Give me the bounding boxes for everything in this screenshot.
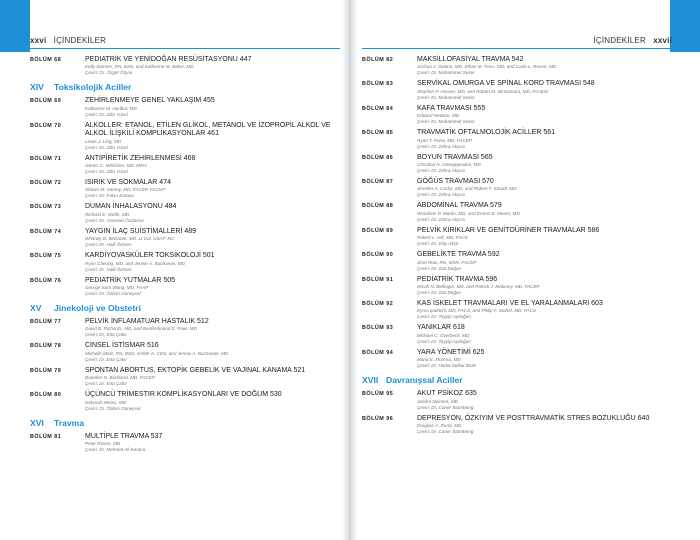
right-running-header <box>362 36 672 49</box>
toc-entry[interactable] <box>30 179 340 199</box>
left-page-number: xxvi <box>30 36 47 45</box>
chapter-label-word: BÖLÜM <box>362 349 385 356</box>
section-title: Davranışsal Aciller <box>386 375 463 386</box>
chapter-translator: Çeviri: Dr. Eda Çakır <box>85 356 127 362</box>
chapter-label <box>30 434 61 440</box>
chapter-label <box>362 179 393 185</box>
toc-entry[interactable] <box>362 349 672 369</box>
chapter-label-word: BÖLÜM <box>30 277 53 284</box>
chapter-authors: Woodster P. Martin, MD, and Ernest E. Moore, MD <box>417 210 520 216</box>
chapter-number: 92 <box>386 301 394 308</box>
chapter-authors: Ryan T. Pona, MD, FACEP <box>417 137 472 143</box>
chapter-title: MULTİPLE TRAVMA 537 <box>85 432 163 440</box>
chapter-authors: Robert L. Hill, MD, FACS <box>417 235 468 241</box>
toc-entry[interactable] <box>30 97 340 117</box>
toc-entry[interactable] <box>362 154 672 174</box>
chapter-title: PELVİK KIRIKLAR VE GENİTOÜRİNER TRAVMALAR 586 <box>417 226 600 234</box>
chapter-translator: Çeviri: Dr. Özlem Güneysel <box>85 291 141 297</box>
toc-entry[interactable] <box>362 202 672 222</box>
chapter-translator: Çeviri: Dr. Caner Stambong <box>417 404 474 410</box>
toc-entry[interactable] <box>362 324 672 344</box>
chapter-label-word: BÖLÜM <box>362 252 385 259</box>
chapter-label-word: BÖLÜM <box>362 154 385 161</box>
toc-entry[interactable] <box>362 390 672 410</box>
chapter-number: 84 <box>386 105 394 112</box>
toc-entry[interactable] <box>30 122 340 151</box>
toc-entry[interactable] <box>362 129 672 149</box>
chapter-title: ABDOMİNAL TRAVMA 579 <box>417 202 502 210</box>
chapter-title: DUMAN İNHALASYONU 484 <box>85 203 177 211</box>
chapter-authors: Stephen P. Hoover, MD, and Robert M. McNamara, MD, FAAEM <box>417 88 548 94</box>
chapter-translator: Çeviri: Dr. Zehra Akçıra <box>417 143 465 149</box>
chapter-label-word: BÖLÜM <box>30 155 53 162</box>
chapter-label-word: BÖLÜM <box>362 415 385 422</box>
section-title: Travma <box>54 417 85 428</box>
chapter-title: PEDIATRİK YUTMALAR 505 <box>85 276 175 284</box>
chapter-label-word: BÖLÜM <box>362 301 385 308</box>
chapter-label <box>362 155 393 161</box>
chapter-title: ISIRIK VE SOKMALAR 474 <box>85 179 171 187</box>
toc-entry[interactable] <box>30 277 340 297</box>
chapter-number: 83 <box>386 81 394 88</box>
chapter-authors: Douglas A. Rund, MD <box>417 423 462 429</box>
chapter-number: 96 <box>386 415 394 422</box>
right-blue-tab <box>670 0 700 52</box>
section-number: XVI <box>30 417 44 428</box>
chapter-title: TRAVMATİK OFTALMOLOJİK ACİLLER 561 <box>417 129 556 137</box>
chapter-label <box>30 253 61 259</box>
chapter-authors: Michelle Metz, RN, BSN, SANE-A, CEN, and Jennie A. Buchanan, MD <box>85 350 229 356</box>
chapter-number: 88 <box>386 203 394 210</box>
chapter-translator: Çeviri: Dr. Zilia Yücel <box>85 111 128 117</box>
chapter-label-word: BÖLÜM <box>30 392 53 399</box>
chapter-title: ZEHİRLENMEYE GENEL YAKLAŞIM 455 <box>85 97 215 105</box>
chapter-authors: Christina N. Georgopoulos, MD <box>417 162 481 168</box>
toc-entry[interactable] <box>362 300 672 320</box>
chapter-label <box>362 106 393 112</box>
right-page-number: xxvii <box>653 36 672 45</box>
chapter-translator: Çeviri: Dr. Muhammet Sezer <box>417 94 475 100</box>
chapter-authors: Whitney B. Belsante, MD, Lt Col, USAF, MC <box>85 236 175 242</box>
chapter-translator: Çeviri: Dr. Mehmet Ali Karaca <box>85 447 146 453</box>
chapter-number: 80 <box>54 392 62 399</box>
chapter-authors: George Sam Wang, MD, FAAP <box>85 285 149 291</box>
chapter-translator: Çeviri: Dr. Zehra Akçıra <box>417 216 465 222</box>
chapter-number: 90 <box>386 252 394 259</box>
chapter-number: 70 <box>54 122 62 129</box>
chapter-authors: Peter Rosen, MD <box>85 441 121 447</box>
chapter-number: 91 <box>386 276 394 283</box>
chapter-translator: Çeviri: Dr. Hüdai Sülkai Bozk <box>417 363 476 369</box>
chapter-label-word: BÖLÜM <box>362 227 385 234</box>
chapter-label <box>30 98 61 104</box>
chapter-title: SERVİKAL OMURGA VE SPİNAL KORD TRAVMASI 548 <box>417 80 595 88</box>
chapter-number: 71 <box>54 155 62 162</box>
chapter-label <box>30 57 61 63</box>
chapter-title: KAFA TRAVMASI 555 <box>417 104 486 112</box>
chapter-label-word: BÖLÜM <box>30 433 53 440</box>
chapter-label-word: BÖLÜM <box>362 130 385 137</box>
chapter-label <box>30 278 61 284</box>
chapter-title: YARA YÖNETİMİ 625 <box>417 348 485 356</box>
chapter-authors: Kelly Stanner, RN, BSN, and Katherine M. Baker, MD <box>85 64 194 70</box>
toc-entry[interactable] <box>362 105 672 125</box>
chapter-title: YAYGIN İLAÇ SUİSTİMALLERİ 489 <box>85 227 197 235</box>
chapter-authors: David B. Richards, MD, and Benferdinand E. Pawl, MD <box>85 326 197 332</box>
chapter-label-word: BÖLÜM <box>362 179 385 186</box>
section-number: XV <box>30 303 42 314</box>
toc-entry[interactable] <box>30 342 340 362</box>
chapter-translator: Çeviri: Dr. Caner Stambong <box>417 429 474 435</box>
chapter-label-word: BÖLÜM <box>30 367 53 374</box>
chapter-label <box>362 203 393 209</box>
chapter-label <box>362 57 393 63</box>
chapter-label <box>30 180 61 186</box>
toc-entry[interactable] <box>362 415 672 435</box>
chapter-label <box>362 130 393 136</box>
chapter-translator: Çeviri: Dr. Fatşu Karaca <box>85 193 134 199</box>
left-toc-column <box>30 56 340 457</box>
chapter-title: ÜÇÜNCÜ TRİMESTIR KOMPLİKASYONLARI VE DOĞUM 530 <box>85 391 282 399</box>
toc-entry[interactable] <box>30 318 340 338</box>
chapter-title: ALKOLLER: ETANOL, ETİLEN GLİKOL, METANOL VE İZOPROPİL ALKOL VE ALKOL İLİŞKİLİ KOMPLİKASYONLAR 461 <box>85 121 331 138</box>
chapter-authors: Edward Newton, MD <box>417 113 460 119</box>
chapter-authors: Katherine M. Hurlbut, MD <box>85 105 137 111</box>
chapter-translator: Çeviri: Dr. Özgür Özyar <box>85 70 133 76</box>
toc-entry[interactable] <box>30 155 340 175</box>
chapter-title: BOYUN TRAVMASI 565 <box>417 153 493 161</box>
chapter-authors: Lewis J. Ling, MD <box>85 138 122 144</box>
chapter-label <box>30 123 61 129</box>
chapter-number: 85 <box>386 130 394 137</box>
chapter-number: 86 <box>386 154 394 161</box>
chapter-label <box>362 416 393 422</box>
chapter-label-word: BÖLÜM <box>30 122 53 129</box>
chapter-title: PELVİK İNFLAMATUAR HASTALIK 512 <box>85 318 209 326</box>
chapter-translator: Çeviri: Dr. Halil Özmen <box>85 242 132 248</box>
chapter-label-word: BÖLÜM <box>30 180 53 187</box>
toc-entry[interactable] <box>30 203 340 223</box>
chapter-translator: Çeviri: Dr. Zilia Yücel <box>85 144 128 150</box>
toc-entry[interactable] <box>30 228 340 248</box>
chapter-title: KARDİYOVASKÜLER TOKSİKOLOJİ 501 <box>85 252 215 260</box>
chapter-label-word: BÖLÜM <box>30 343 53 350</box>
chapter-label <box>30 319 61 325</box>
chapter-title: DEPRESYON, ÖZKIYIM VE POSTTRAVMATİK STRES BOZUKLUĞU 640 <box>417 414 650 422</box>
chapter-translator: Çeviri: Dr. Zehra Akçıra <box>417 192 465 198</box>
chapter-label <box>362 277 393 283</box>
left-running-header <box>30 36 340 49</box>
chapter-number: 72 <box>54 180 62 187</box>
chapter-number: 69 <box>54 98 62 105</box>
chapter-number: 73 <box>54 204 62 211</box>
chapter-authors: Micah N. Bellinger, MD, and Patrick J. Maloney, MD, FACEP <box>417 284 540 290</box>
chapter-number: 89 <box>386 227 394 234</box>
section-number: XIV <box>30 82 44 93</box>
chapter-label-word: BÖLÜM <box>362 105 385 112</box>
chapter-label-word: BÖLÜM <box>30 57 53 63</box>
section-heading <box>30 418 340 428</box>
right-toc-column <box>362 56 672 439</box>
left-header-title: İÇİNDEKİLER <box>53 36 107 45</box>
chapter-label <box>362 325 393 331</box>
chapter-label <box>362 252 393 258</box>
chapter-translator: Çeviri: Dr. Dilşi Akşit <box>417 241 459 247</box>
chapter-number: 75 <box>54 253 62 260</box>
toc-entry[interactable] <box>362 80 672 100</box>
chapter-authors: James C. Mitchiner, MD, MPH <box>85 163 147 169</box>
toc-entry[interactable] <box>362 56 672 76</box>
chapter-title: PEDİATRİK TRAVMA 596 <box>417 275 498 283</box>
chapter-translator: Çeviri: Dr. Ziat Doğan <box>417 265 461 271</box>
chapter-label <box>30 368 61 374</box>
chapter-label-word: BÖLÜM <box>362 276 385 283</box>
toc-entry[interactable] <box>362 227 672 247</box>
chapter-number: 95 <box>386 391 394 398</box>
chapter-authors: Maria E. Moreira, MD <box>417 357 461 363</box>
chapter-authors: Richard E. Wolfe, MD <box>85 211 130 217</box>
chapter-label-word: BÖLÜM <box>30 228 53 235</box>
chapter-translator: Çeviri: Dr. Ziat Doğan <box>417 290 461 296</box>
chapter-label-word: BÖLÜM <box>30 98 53 105</box>
chapter-label-word: BÖLÜM <box>362 325 385 332</box>
chapter-title: KAS İSKELET TRAVMALARI VE EL YARALANMALARI 603 <box>417 300 603 308</box>
chapter-title: SPONTAN ABORTUS, EKTOPİK GEBELİK VE VAJİNAL KANAMA 521 <box>85 366 306 374</box>
chapter-number: 82 <box>386 57 394 63</box>
toc-entry[interactable] <box>30 252 340 272</box>
toc-entry[interactable] <box>362 251 672 271</box>
chapter-translator: Çeviri: Dr. Yasemin Özdamar <box>85 217 145 223</box>
chapter-title: PEDIATRİK VE YENİDOĞAN RESÜSİTASYONU 447 <box>85 56 252 63</box>
left-blue-tab <box>0 0 30 52</box>
chapter-label-word: BÖLÜM <box>30 253 53 260</box>
chapter-number: 94 <box>386 349 394 356</box>
chapter-label-word: BÖLÜM <box>362 203 385 210</box>
section-title: Jinekoloji ve Obstetri <box>54 303 141 314</box>
chapter-translator: Çeviri: Dr. Tayyip Aydoğan <box>417 314 471 320</box>
chapter-authors: Deborah Weiss, MD <box>85 399 127 405</box>
chapter-number: 78 <box>54 343 62 350</box>
toc-entry[interactable] <box>30 391 340 411</box>
chapter-translator: Çeviri: Dr. Halil Özmen <box>85 266 132 272</box>
chapter-authors: Shawn M. Varney, MD, FACEP, FACMT <box>85 187 166 193</box>
section-heading <box>30 82 340 92</box>
chapter-label <box>362 228 393 234</box>
toc-entry[interactable] <box>30 56 340 76</box>
chapter-authors: Jenti Row, RN, MSN, FACEP <box>417 259 477 265</box>
chapter-label <box>30 204 61 210</box>
chapter-translator: Çeviri: Dr. Tayyip Aydoğan <box>417 338 471 344</box>
chapter-label <box>30 156 61 162</box>
chapter-title: ANTİPİRETİK ZEHİRLENMESİ 468 <box>85 154 196 162</box>
chapter-label-word: BÖLÜM <box>30 319 53 326</box>
chapter-label-word: BÖLÜM <box>362 57 385 63</box>
book-gutter <box>342 0 358 540</box>
chapter-number: 81 <box>54 433 62 440</box>
chapter-label <box>30 392 61 398</box>
chapter-authors: Ryan Cheung, MD, and Jennie A. Buchanan, MD <box>85 260 185 266</box>
chapter-title: AKUT PSİKOZ 635 <box>417 390 477 398</box>
chapter-authors: Joshua J. Solano, MD, Ethan M. Ross, MD, and Carlo L. Rosen, MD <box>417 64 557 70</box>
chapter-title: GEBELİKTE TRAVMA 592 <box>417 251 500 259</box>
chapter-authors: Michael C. Overbeck, MD <box>417 332 470 338</box>
section-title: Toksikolojik Aciller <box>54 82 132 93</box>
chapter-translator: Çeviri: Dr. Muhammet Sezer <box>417 119 475 125</box>
right-header-title: İÇİNDEKİLER <box>593 36 646 45</box>
chapter-number: 77 <box>54 319 62 326</box>
chapter-label <box>30 343 61 349</box>
chapter-translator: Çeviri: Dr. Eda Çakır <box>85 332 127 338</box>
chapter-label <box>30 229 61 235</box>
toc-entry[interactable] <box>30 367 340 387</box>
chapter-label-word: BÖLÜM <box>30 204 53 211</box>
chapter-label <box>362 391 393 397</box>
chapter-label <box>362 350 393 356</box>
chapter-label-word: BÖLÜM <box>362 391 385 398</box>
chapter-label <box>362 301 393 307</box>
chapter-number: 93 <box>386 325 394 332</box>
chapter-title: MAKSİLLOFASİYAL TRAVMA 542 <box>417 56 524 63</box>
toc-entry[interactable] <box>30 433 340 453</box>
chapter-number: 68 <box>54 57 62 63</box>
section-heading <box>30 303 340 313</box>
chapter-number: 79 <box>54 367 62 374</box>
chapter-authors: Jandra Neimert, MD <box>417 398 459 404</box>
chapter-number: 87 <box>386 179 394 186</box>
chapter-translator: Çeviri: Dr. Zilia Yücel <box>85 169 128 175</box>
chapter-label <box>362 81 393 87</box>
section-number: XVII <box>362 375 379 386</box>
chapter-authors: Kyros Ipaktchi, MD, FACS, and Philip F. Stahel, MD, FACS <box>417 308 536 314</box>
toc-entry[interactable] <box>362 276 672 296</box>
chapter-label-word: BÖLÜM <box>362 81 385 88</box>
chapter-number: 74 <box>54 228 62 235</box>
chapter-translator: Çeviri: Dr. Özlem Güneysel <box>85 405 141 411</box>
chapter-translator: Çeviri: Dr. Zehra Akçıra <box>417 168 465 174</box>
chapter-authors: Braeden N. Burkland, MD, FACEP <box>85 375 155 381</box>
chapter-title: YANIKLAR 618 <box>417 324 465 332</box>
chapter-title: CİNSEL İSTİSMAR 516 <box>85 342 159 350</box>
chapter-number: 76 <box>54 277 62 284</box>
chapter-translator: Çeviri: Dr. Eda Çakır <box>85 381 127 387</box>
section-heading <box>362 375 672 385</box>
toc-entry[interactable] <box>362 178 672 198</box>
chapter-translator: Çeviri: Dr. Muhammet Sezer <box>417 70 475 76</box>
chapter-title: GÖĞÜS TRAVMASI 570 <box>417 178 494 186</box>
chapter-authors: Jennifer A. Carbo, MD, and Robert F. Stoudt, MD <box>417 186 517 192</box>
